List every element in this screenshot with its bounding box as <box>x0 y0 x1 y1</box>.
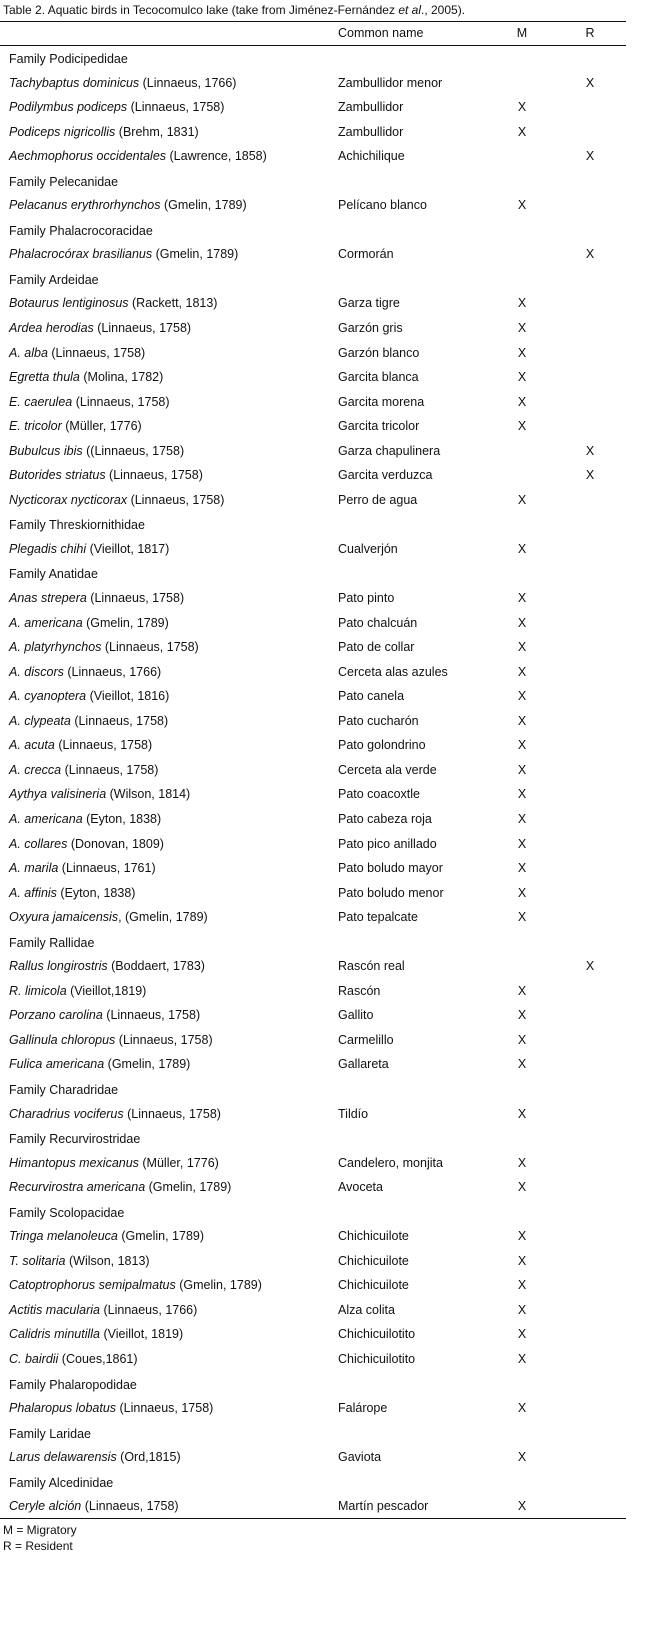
common-name: Pato tepalcate <box>338 910 418 925</box>
common-name: Carmelillo <box>338 1032 394 1047</box>
family-row <box>0 170 626 195</box>
species-authority: (Brehm, 1831) <box>115 124 199 139</box>
species-authority: (Gmelin, 1789) <box>104 1057 191 1072</box>
scientific-name <box>9 1107 221 1121</box>
common-name: Rascón real <box>338 959 405 974</box>
common-name: Pato boludo mayor <box>338 861 443 876</box>
common-name: Pato canela <box>338 689 405 704</box>
scientific-name <box>9 1008 200 1022</box>
common-name: Achichilique <box>338 149 405 164</box>
species-row: E. tricolor (Müller, 1776) Garcita tricolor X <box>9 419 527 434</box>
species-row: Rallus longirostris (Boddaert, 1783) Rascón real X <box>9 959 595 974</box>
common-name: Chichicuilotito <box>338 1327 416 1342</box>
species-name: Fulica americana <box>9 1057 105 1072</box>
species-name: Larus delawarensis <box>9 1450 117 1465</box>
species-row: Nycticorax nycticorax (Linnaeus, 1758) Perro de agua X <box>9 492 527 507</box>
species-authority: (Donovan, 1809) <box>67 836 164 851</box>
species-name: Botaurus lentiginosus <box>9 296 129 311</box>
caption-suffix: ., 2005). <box>421 3 466 17</box>
species-row: Phalaropus lobatus (Linnaeus, 1758) Falárope X <box>9 1401 527 1416</box>
species-row: Ceryle alción (Linnaeus, 1758) Martín pescador X <box>9 1499 527 1514</box>
family-row <box>0 1201 626 1226</box>
species-row: Porzano carolina (Linnaeus, 1758) Gallito X <box>9 1008 527 1023</box>
species-authority: (Linnaeus, 1758) <box>127 100 225 115</box>
species-authority: (Müller, 1776) <box>138 1155 219 1170</box>
scientific-name <box>9 370 163 384</box>
scientific-name <box>9 346 145 360</box>
species-authority: (Linnaeus, 1758) <box>105 468 203 483</box>
species-authority: , (Gmelin, 1789) <box>118 910 208 925</box>
scientific-name <box>9 1499 179 1513</box>
common-name: Rascón <box>338 983 381 998</box>
species-row: Pelacanus erythrorhynchos (Gmelin, 1789) Pelícano blanco X <box>9 198 527 213</box>
species-row: A. alba (Linnaeus, 1758) Garzón blanco X <box>9 345 527 360</box>
species-row: Bubulcus ibis ((Linnaeus, 1758) Garza chapulinera X <box>9 443 595 458</box>
scientific-name <box>9 1352 138 1366</box>
species-row: Charadrius vociferus (Linnaeus, 1758) Tildío X <box>9 1106 527 1121</box>
scientific-name <box>9 321 191 335</box>
species-name: Aechmophorus occidentales <box>9 149 167 164</box>
scientific-name <box>9 444 184 458</box>
family-name: Family Rallidae <box>9 935 95 950</box>
species-name: Podilymbus podiceps <box>9 100 128 115</box>
species-row: Gallinula chloropus (Linnaeus, 1758) Carmelillo X <box>9 1032 527 1047</box>
common-name: Pato boludo menor <box>338 885 444 900</box>
species-name: A. alba <box>9 345 48 360</box>
species-authority: (Linnaeus, 1758) <box>72 394 170 409</box>
scientific-name <box>9 787 190 801</box>
scientific-name <box>9 591 184 605</box>
species-name: A. cyanoptera <box>9 689 87 704</box>
common-name: Alza colita <box>338 1302 395 1317</box>
family-name: Family Alcedinidae <box>9 1475 114 1490</box>
common-name: Falárope <box>338 1401 388 1416</box>
species-name: A. platyrhynchos <box>9 640 102 655</box>
species-row: Plegadis chihi (Vieillot, 1817) Cualverjón X <box>9 541 527 556</box>
species-row: A. acuta (Linnaeus, 1758) Pato golondrino X <box>9 738 527 753</box>
species-name: Plegadis chihi <box>9 541 87 556</box>
species-name: Podiceps nigricollis <box>9 124 116 139</box>
family-name: Family Scolopacidae <box>9 1205 125 1220</box>
family-name: Family Recurvirostridae <box>9 1132 141 1147</box>
species-row: A. cyanoptera (Vieillot, 1816) Pato canela X <box>9 689 527 704</box>
note-migratory: M = Migratory <box>3 1523 77 1537</box>
scientific-name <box>9 1327 183 1341</box>
scientific-name <box>9 984 146 998</box>
family-row <box>0 513 626 538</box>
common-name: Garza tigre <box>338 296 400 311</box>
species-row: A. crecca (Linnaeus, 1758) Cerceta ala verde X <box>9 762 527 777</box>
common-name: Cualverjón <box>338 541 398 556</box>
caption-prefix: Table 2. Aquatic birds in Tecocomulco lake (take from Jiménez-Fernández <box>3 3 399 17</box>
species-row: Phalacrocórax brasilianus (Gmelin, 1789) Cormorán X <box>9 247 595 262</box>
family-name: Family Ardeidae <box>9 272 99 287</box>
species-authority: (Gmelin, 1789) <box>160 198 247 213</box>
common-name: Zambullidor menor <box>338 75 443 90</box>
species-row: T. solitaria (Wilson, 1813) Chichicuilote X <box>9 1253 527 1268</box>
species-row: A. discors (Linnaeus, 1766) Cerceta alas azules X <box>9 664 527 679</box>
species-row: Aechmophorus occidentales (Lawrence, 1858) Achichilique X <box>9 149 595 164</box>
common-name: Pato pico anillado <box>338 836 437 851</box>
species-authority: ((Linnaeus, 1758) <box>82 443 185 458</box>
common-name: Pato coacoxtle <box>338 787 420 802</box>
species-name: Phalacrocórax brasilianus <box>9 247 153 262</box>
species-name: Pelacanus erythrorhynchos <box>9 198 161 213</box>
species-authority: (Wilson, 1813) <box>65 1253 150 1268</box>
note-resident: R = Resident <box>3 1539 73 1553</box>
table-notes <box>3 1522 77 1554</box>
species-authority: (Ord,1815) <box>116 1450 181 1465</box>
family-row <box>0 1373 626 1398</box>
family-name: Family Pelecanidae <box>9 174 119 189</box>
species-name: R. limicola <box>9 983 67 998</box>
species-name: Anas strepera <box>9 591 87 606</box>
species-row: R. limicola (Vieillot,1819) Rascón X <box>9 983 527 998</box>
scientific-name <box>9 665 161 679</box>
header-rule <box>0 45 626 46</box>
species-row: Aythya valisineria (Wilson, 1814) Pato coacoxtle X <box>9 787 527 802</box>
common-name: Garza chapulinera <box>338 443 441 458</box>
species-name: A. affinis <box>9 885 57 900</box>
species-row: Recurvirostra americana (Gmelin, 1789) Avoceta X <box>9 1180 527 1195</box>
family-row <box>0 1471 626 1496</box>
species-authority: (Vieillot,1819) <box>66 983 147 998</box>
species-name: Charadrius vociferus <box>9 1106 124 1121</box>
common-name: Chichicuilote <box>338 1278 409 1293</box>
species-name: A. collares <box>9 836 68 851</box>
scientific-name <box>9 419 142 433</box>
scientific-name <box>9 812 161 826</box>
species-name: Himantopus mexicanus <box>9 1155 139 1170</box>
species-row: Catoptrophorus semipalmatus (Gmelin, 1789) Chichicuilote X <box>9 1278 527 1293</box>
common-name: Perro de agua <box>338 492 418 507</box>
species-name: E. caerulea <box>9 394 73 409</box>
common-name: Tildío <box>338 1106 369 1121</box>
species-name: Gallinula chloropus <box>9 1032 116 1047</box>
species-authority: (Eyton, 1838) <box>82 811 162 826</box>
scientific-name <box>9 493 224 507</box>
species-name: Aythya valisineria <box>9 787 107 802</box>
scientific-name <box>9 763 158 777</box>
common-name: Garcita blanca <box>338 370 419 385</box>
species-name: A. clypeata <box>9 713 71 728</box>
common-name: Zambullidor <box>338 100 404 115</box>
species-authority: (Vieillot, 1816) <box>86 689 170 704</box>
common-name: Avoceta <box>338 1180 383 1195</box>
species-authority: (Molina, 1782) <box>79 370 164 385</box>
scientific-name <box>9 296 217 310</box>
scientific-name <box>9 1303 197 1317</box>
species-row: A. collares (Donovan, 1809) Pato pico anillado X <box>9 836 527 851</box>
species-name: Porzano carolina <box>9 1008 103 1023</box>
scientific-name <box>9 395 170 409</box>
species-authority: (Rackett, 1813) <box>128 296 218 311</box>
scientific-name <box>9 1254 150 1268</box>
species-authority: (Linnaeus, 1758) <box>54 738 153 753</box>
common-name: Garzón gris <box>338 321 403 336</box>
common-name: Pato cabeza roja <box>338 811 432 826</box>
species-authority: (Linnaeus, 1766) <box>139 75 237 90</box>
species-authority: (Linnaeus, 1758) <box>116 1401 214 1416</box>
family-row <box>0 562 626 587</box>
species-row: Botaurus lentiginosus (Rackett, 1813) Garza tigre X <box>9 296 527 311</box>
species-name: A. americana <box>9 811 83 826</box>
species-authority: (Wilson, 1814) <box>106 787 191 802</box>
scientific-name <box>9 468 203 482</box>
species-row: Anas strepera (Linnaeus, 1758) Pato pinto X <box>9 591 527 606</box>
species-authority: (Gmelin, 1789) <box>117 1229 205 1244</box>
species-name: Rallus longirostris <box>9 959 108 974</box>
species-authority: (Müller, 1776) <box>61 419 142 434</box>
scientific-name <box>9 1450 181 1464</box>
species-authority: (Gmelin, 1789) <box>145 1180 232 1195</box>
scientific-name <box>9 640 199 654</box>
species-authority: (Boddaert, 1783) <box>107 959 205 974</box>
species-authority: (Eyton, 1838) <box>56 885 136 900</box>
common-name: Chichicuilote <box>338 1253 409 1268</box>
scientific-name <box>9 959 205 973</box>
species-row: Podiceps nigricollis (Brehm, 1831) Zambullidor X <box>9 124 527 139</box>
common-name: Cerceta ala verde <box>338 762 437 777</box>
species-name: A. americana <box>9 615 83 630</box>
species-authority: (Linnaeus, 1758) <box>47 345 146 360</box>
species-authority: (Linnaeus, 1758) <box>93 321 192 336</box>
species-name: Butorides striatus <box>9 468 106 483</box>
family-row <box>0 931 626 956</box>
common-name: Gallareta <box>338 1057 389 1072</box>
scientific-name <box>9 837 164 851</box>
table-caption <box>3 3 465 17</box>
species-row: A. clypeata (Linnaeus, 1758) Pato cucharón X <box>9 713 527 728</box>
species-name: Actitis macularia <box>9 1302 100 1317</box>
species-name: Ardea herodias <box>9 321 94 336</box>
family-name: Family Phalacrocoracidae <box>9 223 153 238</box>
species-name: E. tricolor <box>9 419 62 434</box>
species-name: T. solitaria <box>9 1253 66 1268</box>
species-authority: (Linnaeus, 1766) <box>63 664 162 679</box>
species-authority: (Linnaeus, 1758) <box>102 1008 201 1023</box>
species-authority: (Linnaeus, 1758) <box>81 1499 179 1514</box>
species-authority: (Gmelin, 1789) <box>175 1278 262 1293</box>
species-name: Tachybaptus dominicus <box>9 75 140 90</box>
common-name: Garcita verduzca <box>338 468 433 483</box>
species-row: C. bairdii (Coues,1861) Chichicuilotito X <box>9 1351 527 1366</box>
species-name: Egretta thula <box>9 370 80 385</box>
species-name: A. acuta <box>9 738 55 753</box>
species-authority: (Lawrence, 1858) <box>166 149 267 164</box>
scientific-name <box>9 149 267 163</box>
family-name: Family Anatidae <box>9 567 98 582</box>
species-authority: (Vieillot, 1817) <box>86 541 170 556</box>
scientific-name <box>9 1229 204 1243</box>
common-name: Martín pescador <box>338 1499 429 1514</box>
common-name: Gaviota <box>338 1450 382 1465</box>
species-row: A. marila (Linnaeus, 1761) Pato boludo mayor X <box>9 861 527 876</box>
scientific-name <box>9 247 238 261</box>
species-row: Fulica americana (Gmelin, 1789) Gallareta X <box>9 1057 527 1072</box>
scientific-name <box>9 125 199 139</box>
header-common-name: Common name <box>338 26 424 40</box>
species-authority: (Linnaeus, 1758) <box>115 1032 213 1047</box>
scientific-name <box>9 689 169 703</box>
species-authority: (Vieillot, 1819) <box>100 1327 184 1342</box>
species-authority: (Linnaeus, 1766) <box>100 1302 198 1317</box>
family-row <box>0 47 626 72</box>
species-authority: (Linnaeus, 1758) <box>61 762 159 777</box>
species-authority: (Coues,1861) <box>58 1351 138 1366</box>
species-authority: (Linnaeus, 1758) <box>123 1106 221 1121</box>
species-name: Phalaropus lobatus <box>9 1401 117 1416</box>
common-name: Cormorán <box>338 247 394 262</box>
scientific-name <box>9 910 208 924</box>
common-name: Pelícano blanco <box>338 198 427 213</box>
scientific-name <box>9 542 169 556</box>
scientific-name <box>9 861 156 875</box>
scientific-name <box>9 1278 262 1292</box>
species-name: Calidris minutilla <box>9 1327 100 1342</box>
species-name: Catoptrophorus semipalmatus <box>9 1278 176 1293</box>
scientific-name <box>9 1401 213 1415</box>
species-authority: (Linnaeus, 1761) <box>58 861 156 876</box>
species-authority: (Linnaeus, 1758) <box>127 492 225 507</box>
species-authority: (Gmelin, 1789) <box>82 615 169 630</box>
species-name: C. bairdii <box>9 1351 59 1366</box>
family-row <box>0 1422 626 1447</box>
table-header: Common name M R <box>338 26 595 40</box>
species-row: Actitis macularia (Linnaeus, 1766) Alza colita X <box>9 1302 527 1317</box>
species-row: Larus delawarensis (Ord,1815) Gaviota X <box>9 1450 527 1465</box>
family-row <box>0 1127 626 1152</box>
table-body <box>0 47 626 1520</box>
family-name: Family Charadridae <box>9 1082 119 1097</box>
common-name: Chichicuilotito <box>338 1351 416 1366</box>
scientific-name <box>9 714 168 728</box>
species-row: E. caerulea (Linnaeus, 1758) Garcita morena X <box>9 394 527 409</box>
common-name: Candelero, monjita <box>338 1155 443 1170</box>
common-name: Pato pinto <box>338 591 395 606</box>
scientific-name <box>9 1033 213 1047</box>
scientific-name <box>9 76 236 90</box>
scientific-name <box>9 198 247 212</box>
species-name: A. discors <box>9 664 64 679</box>
species-row: Podilymbus podiceps (Linnaeus, 1758) Zambullidor X <box>9 100 527 115</box>
species-row: A. americana (Gmelin, 1789) Pato chalcuán X <box>9 615 527 630</box>
family-row <box>0 1078 626 1103</box>
species-authority: (Linnaeus, 1758) <box>70 713 169 728</box>
species-name: Oxyura jamaicensis <box>9 910 119 925</box>
species-name: Bubulcus ibis <box>9 443 83 458</box>
species-row: A. americana (Eyton, 1838) Pato cabeza roja X <box>9 811 527 826</box>
species-row: Butorides striatus (Linnaeus, 1758) Garcita verduzca X <box>9 468 595 483</box>
bottom-rule <box>0 1518 626 1519</box>
species-name: Recurvirostra americana <box>9 1180 146 1195</box>
species-name: A. marila <box>9 861 59 876</box>
scientific-name <box>9 1057 190 1071</box>
species-row: Egretta thula (Molina, 1782) Garcita blanca X <box>9 370 527 385</box>
common-name: Garcita tricolor <box>338 419 420 434</box>
common-name: Pato de collar <box>338 640 415 655</box>
family-row <box>0 268 626 293</box>
family-name: Family Phalaropodidae <box>9 1377 137 1392</box>
common-name: Zambullidor <box>338 124 404 139</box>
scientific-name <box>9 738 152 752</box>
scientific-name <box>9 1180 231 1194</box>
common-name: Cerceta alas azules <box>338 664 448 679</box>
species-row: Tringa melanoleuca (Gmelin, 1789) Chichicuilote X <box>9 1229 527 1244</box>
species-authority: (Gmelin, 1789) <box>152 247 239 262</box>
species-row: Calidris minutilla (Vieillot, 1819) Chichicuilotito X <box>9 1327 527 1342</box>
family-name: Family Threskiornithidae <box>9 518 145 533</box>
species-name: A. crecca <box>9 762 62 777</box>
family-row <box>0 219 626 244</box>
species-row: Himantopus mexicanus (Müller, 1776) Candelero, monjita X <box>9 1155 527 1170</box>
species-authority: (Linnaeus, 1758) <box>101 640 199 655</box>
species-row: Ardea herodias (Linnaeus, 1758) Garzón gris X <box>9 321 527 336</box>
species-name: Ceryle alción <box>9 1499 82 1514</box>
family-name: Family Podicipedidae <box>9 52 128 66</box>
species-row: Tachybaptus dominicus (Linnaeus, 1766) Zambullidor menor X <box>9 75 595 90</box>
species-row: Oxyura jamaicensis, (Gmelin, 1789) Pato tepalcate X <box>9 910 527 925</box>
common-name: Garcita morena <box>338 394 425 409</box>
scientific-name <box>9 100 224 114</box>
common-name: Gallito <box>338 1008 374 1023</box>
common-name: Chichicuilote <box>338 1229 409 1244</box>
species-name: Nycticorax nycticorax <box>9 492 128 507</box>
scientific-name <box>9 886 135 900</box>
caption-etal: et al <box>398 3 421 17</box>
family-name: Family Laridae <box>9 1426 91 1441</box>
common-name: Pato golondrino <box>338 738 426 753</box>
species-name: Tringa melanoleuca <box>9 1229 118 1244</box>
scientific-name <box>9 1156 219 1170</box>
scientific-name <box>9 616 169 630</box>
common-name: Garzón blanco <box>338 345 420 360</box>
common-name: Pato cucharón <box>338 713 419 728</box>
species-row: A. platyrhynchos (Linnaeus, 1758) Pato de collar X <box>9 640 527 655</box>
common-name: Pato chalcuán <box>338 615 418 630</box>
species-authority: (Linnaeus, 1758) <box>86 591 185 606</box>
species-row: A. affinis (Eyton, 1838) Pato boludo menor X <box>9 885 527 900</box>
